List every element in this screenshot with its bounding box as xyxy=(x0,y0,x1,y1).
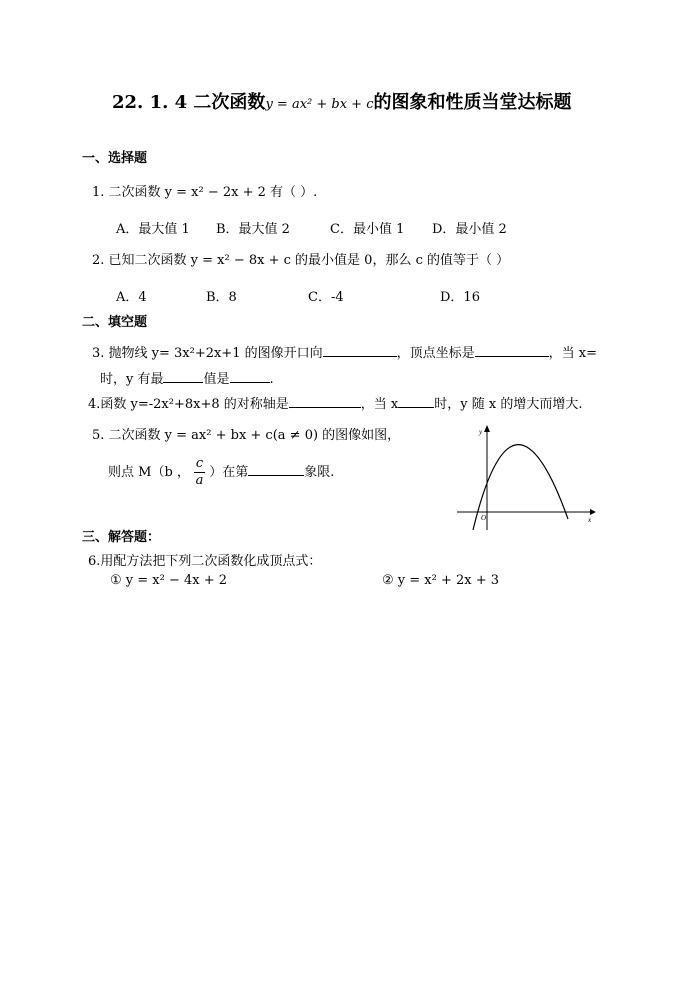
q5-text-b: ）在第 xyxy=(209,465,249,480)
q2-option-a: A．4 xyxy=(116,290,147,305)
question-4 xyxy=(88,393,582,412)
q5-text-a: 则点 M（b ， xyxy=(108,465,190,480)
q3-blank-vertex[interactable] xyxy=(475,344,549,357)
y-axis-arrow xyxy=(484,425,490,432)
q3-text-c: ，当 x= xyxy=(548,346,598,361)
q1-option-d: D．最小值 2 xyxy=(432,222,507,237)
q5-blank-quadrant[interactable] xyxy=(248,463,304,476)
q3-text-e: 值是 xyxy=(203,372,230,387)
title-prefix: 22. 1. 4 二次函数 xyxy=(112,92,266,113)
q4-blank-range[interactable] xyxy=(398,395,434,408)
question-3-line-2 xyxy=(100,368,274,387)
title-suffix: 的图象和性质当堂达标题 xyxy=(373,92,572,113)
question-6: 6.用配方法把下列二次函数化成顶点式： xyxy=(88,554,322,569)
q3-text-d: 时，y 有最 xyxy=(100,372,164,387)
q6-part-2: ② y = x² + 2x + 3 xyxy=(382,573,500,588)
section-heading-fill: 二、填空题 xyxy=(82,315,148,330)
q4-text-c: 时，y 随 x 的增大而增大. xyxy=(434,397,583,412)
question-2: 2. 已知二次函数 y = x² − 8x + c 的最小值是 0，那么 c 的值等于（ ） xyxy=(92,253,510,268)
q3-text-b: ，顶点坐标是 xyxy=(396,346,475,361)
question-1: 1. 二次函数 y = x² − 2x + 2 有（ ）. xyxy=(92,185,318,200)
fraction-denominator: a xyxy=(195,473,204,488)
question-3-line-1 xyxy=(92,342,597,361)
q3-blank-value[interactable] xyxy=(230,370,270,383)
section-heading-solve: 三、解答题： xyxy=(82,530,161,545)
q3-blank-extreme[interactable] xyxy=(163,370,203,383)
q2-option-c: C．-4 xyxy=(308,290,344,305)
q3-text-a: 3. 抛物线 y= 3x²+2x+1 的图像开口向 xyxy=(92,346,323,361)
q2-option-d: D．16 xyxy=(440,290,480,305)
q4-text-b: ，当 x xyxy=(360,397,399,412)
x-axis-label: x xyxy=(588,516,592,524)
q1-option-a: A．最大值 1 xyxy=(116,222,190,237)
q3-text-f: . xyxy=(269,372,274,387)
question-5-line-2 xyxy=(108,456,334,489)
title-formula: y = ax² + bx + c xyxy=(265,97,374,112)
fraction-numerator: c xyxy=(195,456,204,471)
q2-option-b: B．8 xyxy=(206,290,237,305)
parabola-graph xyxy=(455,422,600,534)
q4-text-a: 4.函数 y=-2x²+8x+8 的对称轴是 xyxy=(88,397,289,412)
q1-option-b: B．最大值 2 xyxy=(216,222,290,237)
y-axis-label: y xyxy=(479,428,483,436)
q5-text-c: 象限. xyxy=(304,465,335,480)
q1-option-c: C．最小值 1 xyxy=(330,222,405,237)
page-title xyxy=(112,88,571,114)
x-axis-arrow xyxy=(590,509,596,515)
origin-label: O xyxy=(481,514,487,522)
section-heading-choice: 一、选择题 xyxy=(82,151,148,166)
q3-blank-direction[interactable] xyxy=(323,344,397,357)
q6-part-1: ① y = x² − 4x + 2 xyxy=(110,573,228,588)
q4-blank-axis[interactable] xyxy=(289,395,361,408)
question-5-line-1: 5. 二次函数 y = ax² + bx + c(a ≠ 0) 的图像如图， xyxy=(92,428,401,443)
fraction-c-over-a xyxy=(194,456,205,489)
